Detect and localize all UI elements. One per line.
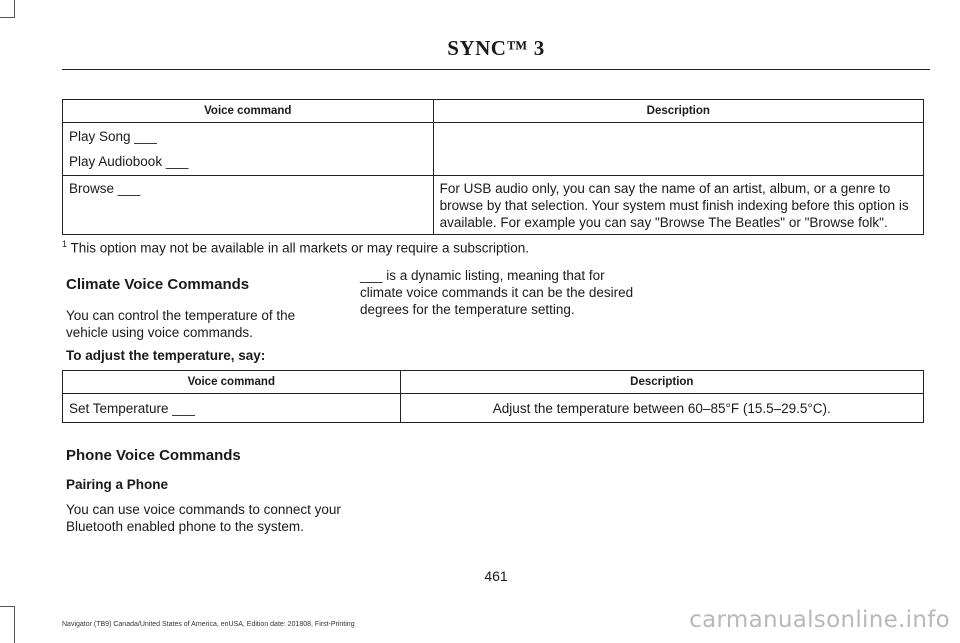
pairing-subheading: Pairing a Phone: [66, 477, 169, 492]
footnote-text: This option may not be available in all markets or may require a subscription.: [67, 240, 529, 256]
footnote-marker: 1: [62, 239, 68, 249]
header-divider: [62, 69, 930, 70]
description-cell: Adjust the temperature between 60–85°F (15.5–29.5°C).: [400, 394, 923, 423]
description-cell: For USB audio only, you can say the name of an artist, album, or a genre to browse by that selection. Your system must finish indexing before this option is available. For example you can say "Browse The Beatles" or "Browse folk".: [433, 176, 923, 235]
table-header-row: [63, 100, 924, 123]
phone-heading: Phone Voice Commands: [66, 447, 241, 464]
climate-note: ___ is a dynamic listing, meaning that for climate voice commands it can be the desired degrees for the temperature setting.: [360, 268, 634, 317]
column-header-voice-command: Voice command: [63, 371, 401, 394]
crop-mark-top-left-h: [0, 17, 15, 18]
climate-voice-commands-table: [62, 370, 924, 423]
page-header-title: SYNC™ 3: [447, 36, 545, 60]
crop-mark-bottom-left-v: [14, 606, 15, 643]
command-text: Play Song ___: [69, 129, 157, 144]
voice-command-cell: [63, 176, 434, 235]
page-number: 461: [484, 568, 508, 584]
column-header-voice-command: Voice command: [63, 100, 434, 123]
edition-footer: Navigator (TB9) Canada/United States of America, enUSA, Edition date: 201808, First-Printing: [62, 621, 355, 628]
pairing-text: You can use voice commands to connect your Bluetooth enabled phone to the system.: [66, 502, 341, 534]
crop-mark-bottom-left-h: [0, 606, 15, 607]
table-row: [63, 176, 924, 235]
command-text: Play Audiobook ___: [69, 154, 189, 169]
column-header-description: Description: [433, 100, 923, 123]
table-header-row: [63, 371, 924, 394]
footnote: [62, 236, 942, 257]
voice-command-cell: [63, 123, 434, 176]
watermark: carmanualsonline.info: [689, 607, 950, 633]
crop-mark-top-left-v: [14, 0, 15, 18]
table-row: [63, 394, 924, 423]
description-cell: [433, 123, 923, 176]
column-header-description: Description: [400, 371, 923, 394]
voice-command-cell: Set Temperature ___: [63, 394, 401, 423]
climate-heading: Climate Voice Commands: [66, 276, 250, 293]
climate-intro: You can control the temperature of the vehicle using voice commands.: [66, 308, 296, 340]
music-voice-commands-table: [62, 99, 924, 235]
adjust-temperature-label: To adjust the temperature, say:: [66, 348, 266, 363]
command-text: Browse ___: [69, 181, 141, 196]
table-row: [63, 123, 924, 176]
